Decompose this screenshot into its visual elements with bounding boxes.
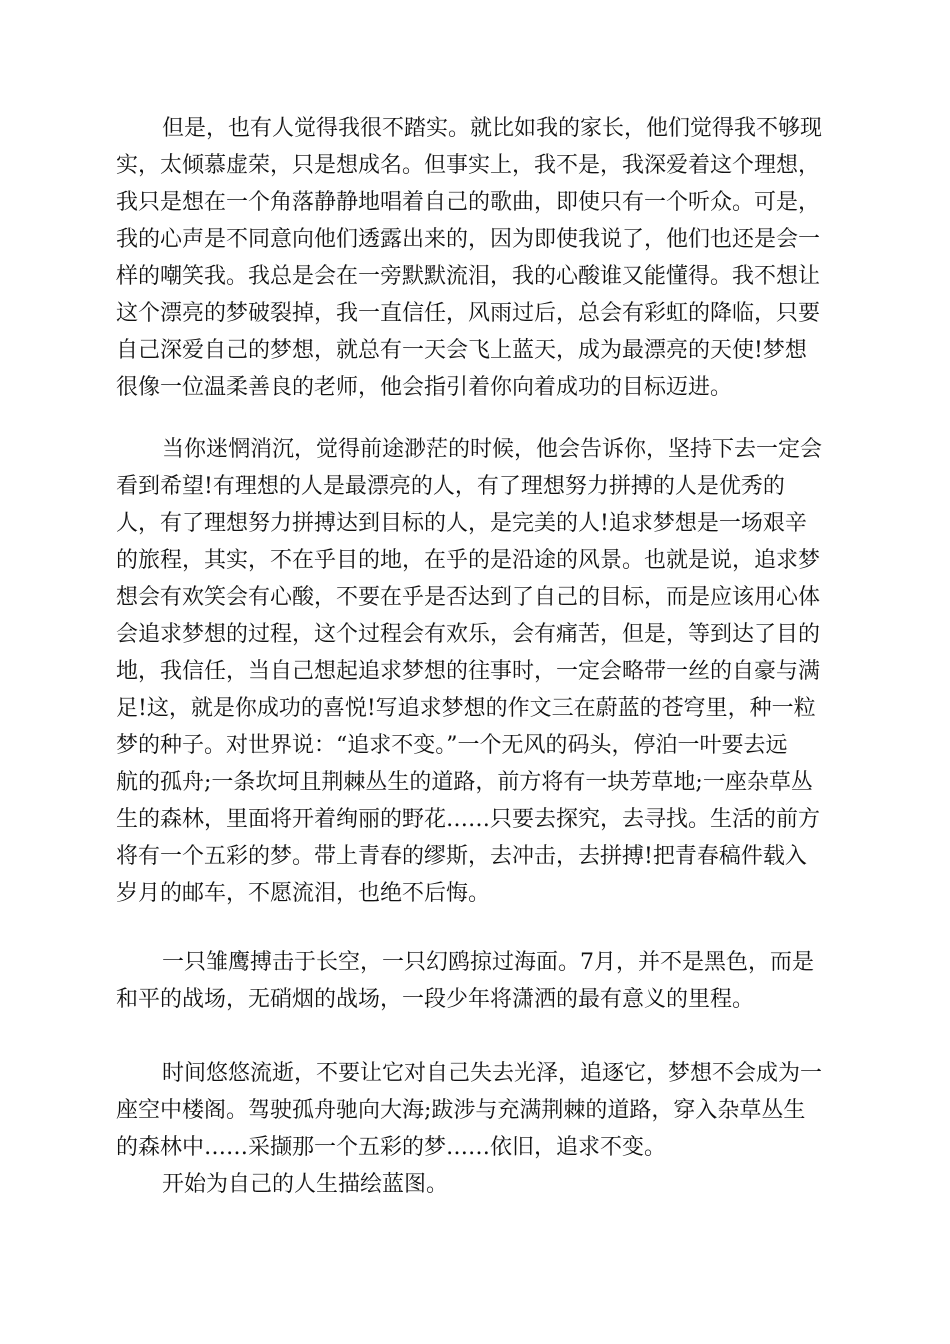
- paragraph-3: [116, 944, 814, 1018]
- paragraph-line: 一只雏鹰搏击于长空，一只幻鸥掠过海面。7月，并不是黑色，而是: [162, 950, 814, 975]
- paragraph-4: [116, 1055, 822, 1166]
- paragraph-line: 想会有欢笑会有心酸，不要在乎是否达到了自己的目标，而是应该用心体: [116, 585, 821, 610]
- paragraph-line: 足!这，就是你成功的喜悦!写追求梦想的作文三在蔚蓝的苍穹里，种一粒: [116, 696, 816, 721]
- paragraph-line: 地，我信任，当自己想起追求梦想的往事时，一定会略带一丝的自豪与满: [116, 659, 821, 684]
- paragraph-line: 但是，也有人觉得我很不踏实。就比如我的家长，他们觉得我不够现: [162, 116, 823, 141]
- paragraph-1: [116, 110, 822, 406]
- paragraph-line: 人，有了理想努力拼搏达到目标的人，是完美的人!追求梦想是一场艰辛: [116, 511, 807, 536]
- paragraph-line: 自己深爱自己的梦想，就总有一天会飞上蓝天，成为最漂亮的天使!梦想: [116, 338, 807, 363]
- paragraph-5: [116, 1166, 448, 1203]
- paragraph-line: 的森林中……采撷那一个五彩的梦……依旧，追求不变。: [116, 1135, 667, 1160]
- paragraph-line: 岁月的邮车，不愿流泪，也绝不后悔。: [116, 881, 491, 906]
- paragraph-line: 时间悠悠流逝，不要让它对自己失去光泽，追逐它，梦想不会成为一: [162, 1061, 823, 1086]
- paragraph-line: 梦的种子。对世界说：“追求不变。”一个无风的码头，停泊一叶要去远: [116, 733, 788, 758]
- paragraph-line: 很像一位温柔善良的老师，他会指引着你向着成功的目标迈进。: [116, 375, 733, 400]
- paragraph-line: 样的嘲笑我。我总是会在一旁默默流泪，我的心酸谁又能懂得。我不想让: [116, 264, 821, 289]
- paragraph-line: 这个漂亮的梦破裂掉，我一直信任，风雨过后，总会有彩虹的降临，只要: [116, 301, 821, 326]
- paragraph-line: 开始为自己的人生描绘蓝图。: [162, 1172, 449, 1197]
- paragraph-line: 座空中楼阁。驾驶孤舟驰向大海;跋涉与充满荆棘的道路，穿入杂草丛生: [116, 1098, 806, 1123]
- paragraph-line: 当你迷惘消沉，觉得前途渺茫的时候，他会告诉你，坚持下去一定会: [162, 437, 823, 462]
- paragraph-line: 看到希望!有理想的人是最漂亮的人，有了理想努力拼搏的人是优秀的: [116, 474, 785, 499]
- paragraph-line: 我的心声是不同意向他们透露出来的，因为即使我说了，他们也还是会一: [116, 227, 821, 252]
- paragraph-line: 和平的战场，无硝烟的战场，一段少年将潇洒的最有意义的里程。: [116, 987, 755, 1012]
- paragraph-line: 生的森林，里面将开着绚丽的野花……只要去探究，去寻找。生活的前方: [116, 807, 821, 832]
- paragraph-2: [116, 431, 822, 912]
- paragraph-line: 我只是想在一个角落静静地唱着自己的歌曲，即使只有一个听众。可是，: [116, 190, 821, 215]
- paragraph-line: 将有一个五彩的梦。带上青春的缪斯，去冲击，去拼搏!把青春稿件载入: [116, 844, 807, 869]
- paragraph-line: 航的孤舟;一条坎坷且荆棘丛生的道路，前方将有一块芳草地;一座杂草丛: [116, 770, 813, 795]
- paragraph-line: 实，太倾慕虚荣，只是想成名。但事实上，我不是，我深爱着这个理想，: [116, 153, 821, 178]
- paragraph-line: 的旅程，其实，不在乎目的地，在乎的是沿途的风景。也就是说，追求梦: [116, 548, 821, 573]
- paragraph-line: 会追求梦想的过程，这个过程会有欢乐，会有痛苦，但是，等到达了目的: [116, 622, 821, 647]
